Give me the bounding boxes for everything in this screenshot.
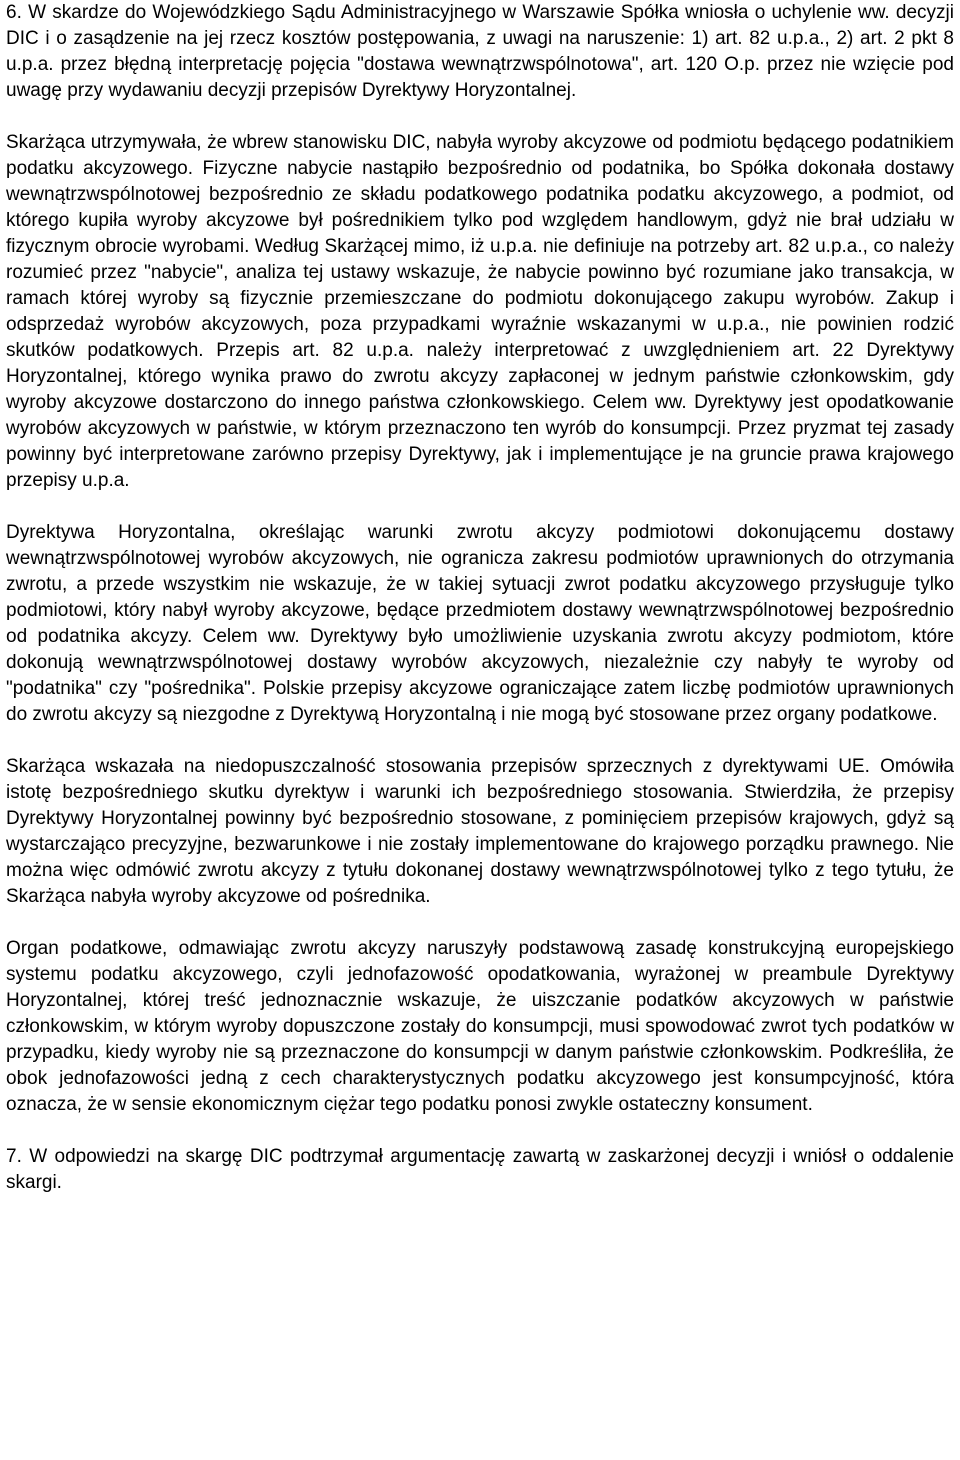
paragraph-item-6: 6. W skardze do Wojewódzkiego Sądu Administracyjnego w Warszawie Spółka wniosła o uchylenie ww. decyzji DIC i o zasądzenie na jej rzecz kosztów postępowania, z uwagi na naruszenie: 1) art. 82 u.p.a., 2) art. 2 pkt 8 u.p.a. przez błędną interpretację pojęcia "dostawa wewnątrzwspólnotowa", art. 120 O.p. przez nie wzięcie pod uwagę przy wydawaniu decyzji przepisów Dyrektywy Horyzontalnej. — [6, 2, 954, 101]
paragraph-direct-effect: Skarżąca wskazała na niedopuszczalność stosowania przepisów sprzecznych z dyrektywami UE. Omówiła istotę bezpośredniego skutku dyrektyw i warunki ich bezpośredniego stosowania. Stwierdziła, że przepisy Dyrektywy Horyzontalnej powinny być bezpośrednio stosowane, z pominięciem przepisów krajowych, gdyż są wystarczająco precyzyjne, bezwarunkowe i nie zostały implementowane do krajowego porządku prawnego. Nie można więc odmówić zwrotu akcyzy z tytułu dokonanej dostawy wewnątrzwspólnotowej tylko z tego tytułu, że Skarżąca nabyła wyroby akcyzowe od pośrednika. — [6, 756, 954, 907]
paragraph-gap — [6, 1118, 954, 1144]
paragraph-skarzaca-claims: Skarżąca utrzymywała, że wbrew stanowisku DIC, nabyła wyroby akcyzowe od podmiotu będącego podatnikiem podatku akcyzowego. Fizyczne nabycie nastąpiło bezpośrednio od podatnika, bo Spółka dokonała dostawy wewnątrzwspólnotowej bezpośrednio ze składu podatkowego podatnika podatku akcyzowego, a podmiot, od którego kupiła wyroby akcyzowe był pośrednikiem tylko pod względem handlowym, gdyż nie brał udziału w fizycznym obrocie wyrobami. Według Skarżącej mimo, iż u.p.a. nie definiuje na potrzeby art. 82 u.p.a., co należy rozumieć przez "nabycie", analiza tej ustawy wskazuje, że nabycie powinno być rozumiane jako transakcja, w ramach której wyroby są fizycznie przemieszczane do podmiotu dokonującego zakupu wyrobów. Zakup i odsprzedaż wyrobów akcyzowych, poza przypadkami wyraźnie wskazanymi w u.p.a., nie powinien rodzić skutków podatkowych. Przepis art. 82 u.p.a. należy interpretować z uwzględnieniem art. 22 Dyrektywy Horyzontalnej, którego wynika prawo do zwrotu akcyzy zapłaconej w jednym państwie członkowskim, gdy wyroby akcyzowe dostarczono do innego państwa członkowskiego. Celem ww. Dyrektywy jest opodatkowanie wyrobów akcyzowych w państwie, w którym przeznaczono ten wyrób do konsumpcji. Przez pryzmat tej zasady powinny być interpretowane zarówno przepisy Dyrektywy, jak i implementujące je na gruncie prawa krajowego przepisy u.p.a. — [6, 132, 954, 491]
paragraph-dyrektywa-horyzontalna: Dyrektywa Horyzontalna, określając warunki zwrotu akcyzy podmiotowi dokonującemu dostawy wewnątrzwspólnotowej wyrobów akcyzowych, nie ogranicza zakresu podmiotów uprawnionych do otrzymania zwrotu, a przede wszystkim nie wskazuje, że w takiej sytuacji zwrot podatku akcyzowego przysługuje tylko podmiotowi, który nabył wyroby akcyzowe, będące przedmiotem dostawy wewnątrzwspólnotowej bezpośrednio od podatnika akcyzy. Celem ww. Dyrektywy było umożliwienie uzyskania zwrotu akcyzy podmiotom, które dokonują wewnątrzwspólnotowej dostawy wyrobów akcyzowych, niezależnie czy nabyły te wyroby od "podatnika" czy "pośrednika". Polskie przepisy akcyzowe ograniczające zatem liczbę podmiotów uprawnionych do zwrotu akcyzy są niezgodne z Dyrektywą Horyzontalną i nie mogą być stosowane przez organy podatkowe. — [6, 522, 954, 725]
paragraph-gap — [6, 910, 954, 936]
paragraph-item-7: 7. W odpowiedzi na skargę DIC podtrzymał argumentację zawartą w zaskarżonej decyzji i wniósł o oddalenie skargi. — [6, 1146, 954, 1193]
paragraph-single-stage-taxation: Organ podatkowe, odmawiając zwrotu akcyzy naruszyły podstawową zasadę konstrukcyjną europejskiego systemu podatku akcyzowego, czyli jednofazowość opodatkowania, wyrażonej w preambule Dyrektywy Horyzontalnej, której treść jednoznacznie wskazuje, że uiszczanie podatków akcyzowych w państwie członkowskim, w którym wyroby dopuszczone zostały do konsumpcji, musi spowodować zwrot tych podatków w przypadku, kiedy wyroby nie są przeznaczone do konsumpcji w danym państwie członkowskim. Podkreśliła, że obok jednofazowości jedną z cech charakterystycznych podatku akcyzowego jest konsumpcyjność, która oznacza, że w sensie ekonomicznym ciężar tego podatku ponosi zwykle ostateczny konsument. — [6, 938, 954, 1115]
paragraph-gap — [6, 728, 954, 754]
paragraph-gap — [6, 494, 954, 520]
paragraph-gap — [6, 104, 954, 130]
